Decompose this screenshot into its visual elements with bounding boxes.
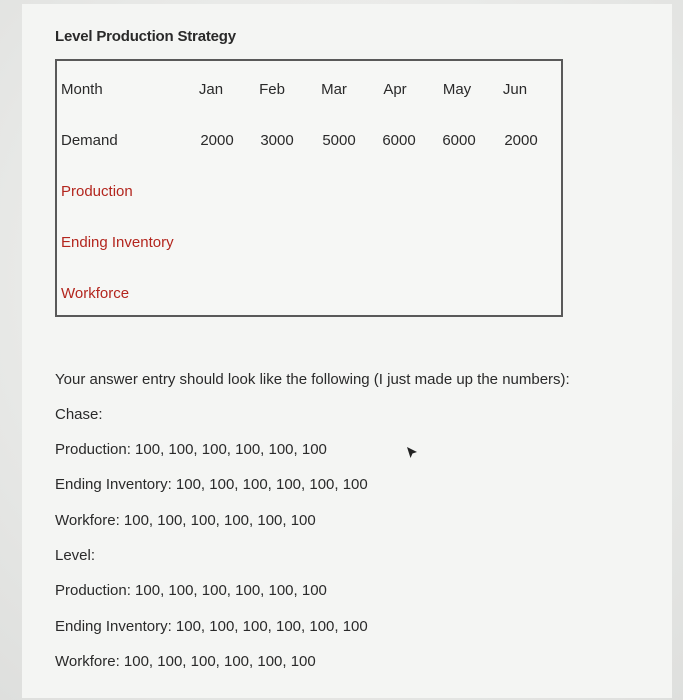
production-table (55, 59, 563, 317)
chase-ending-inventory-line: Ending Inventory: 100, 100, 100, 100, 100, 100 (55, 476, 368, 493)
demand-feb: 3000 (260, 132, 294, 149)
page-title: Level Production Strategy (55, 28, 236, 45)
ending-inventory-row-label: Ending Inventory (61, 234, 174, 251)
chase-production-line: Production: 100, 100, 100, 100, 100, 100 (55, 441, 327, 458)
month-jun: Jun (502, 81, 528, 98)
mouse-pointer-icon (405, 446, 419, 460)
demand-row-label: Demand (61, 132, 118, 149)
demand-mar: 5000 (322, 132, 356, 149)
instructions-intro: Your answer entry should look like the following (I just made up the numbers): (55, 371, 570, 388)
chase-label: Chase: (55, 406, 103, 423)
demand-apr: 6000 (382, 132, 416, 149)
month-row-label: Month (61, 81, 103, 98)
demand-may: 6000 (442, 132, 476, 149)
level-label: Level: (55, 547, 96, 564)
level-production-line: Production: 100, 100, 100, 100, 100, 100 (55, 582, 327, 599)
month-mar: Mar (321, 81, 347, 98)
level-workforce-line: Workfore: 100, 100, 100, 100, 100, 100 (55, 653, 316, 670)
month-apr: Apr (383, 81, 407, 98)
month-feb: Feb (259, 81, 285, 98)
month-jan: Jan (198, 81, 224, 98)
production-row-label: Production (61, 183, 133, 200)
demand-jan: 2000 (200, 132, 234, 149)
month-may: May (442, 81, 472, 98)
workforce-row-label: Workforce (61, 285, 130, 302)
chase-workforce-line: Workfore: 100, 100, 100, 100, 100, 100 (55, 512, 316, 529)
demand-jun: 2000 (504, 132, 538, 149)
level-ending-inventory-line: Ending Inventory: 100, 100, 100, 100, 100, 100 (55, 618, 368, 635)
